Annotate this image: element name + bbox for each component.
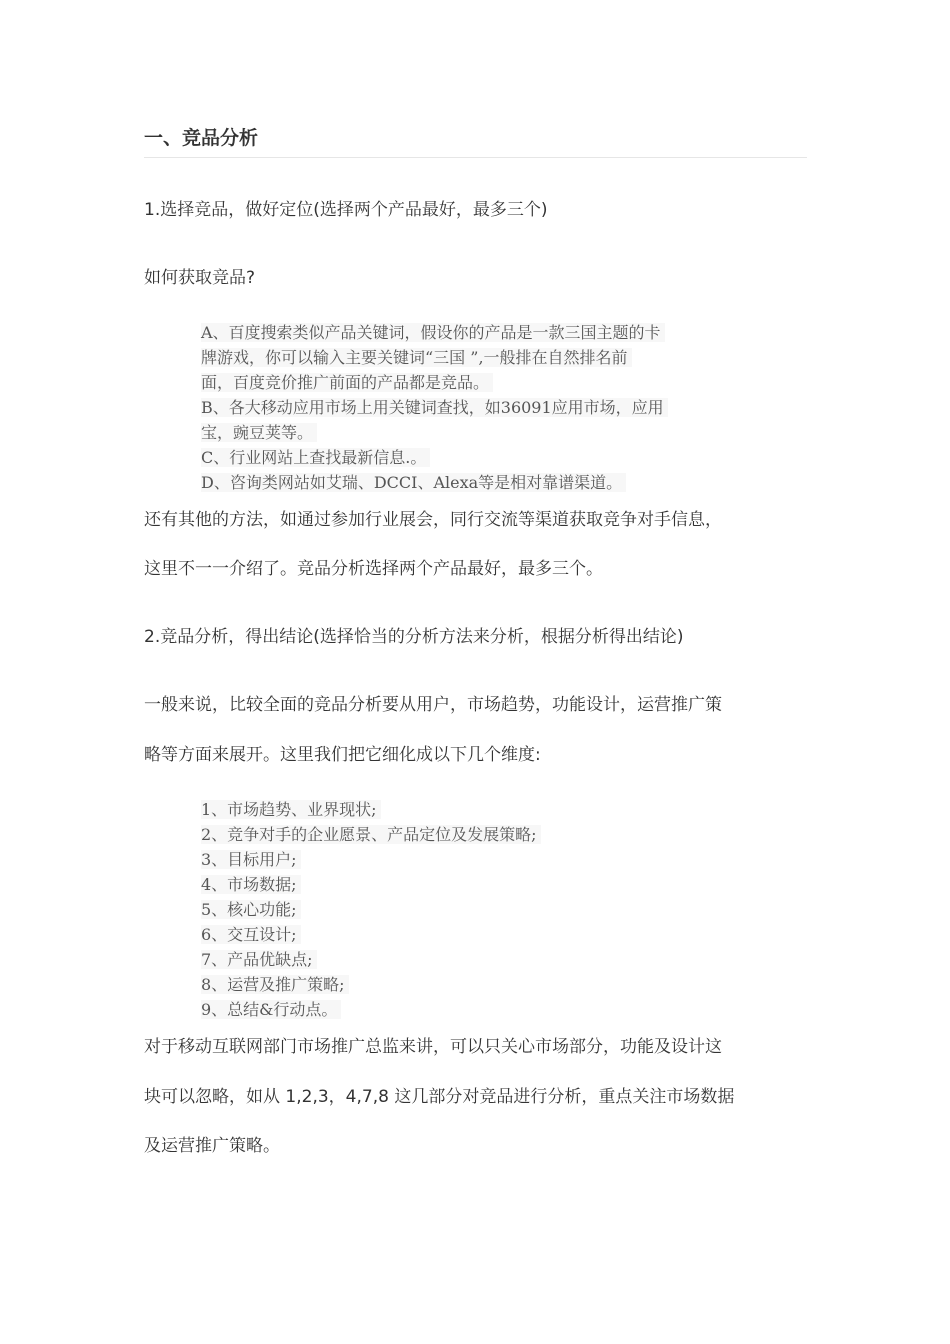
list-item: 7、产品优缺点; xyxy=(201,947,761,972)
list-item: 9、总结&行动点。 xyxy=(201,997,761,1022)
quote-line: C、行业网站上查找最新信息.。 xyxy=(201,445,761,470)
section1-title: 1.选择竞品，做好定位(选择两个产品最好，最多三个) xyxy=(144,200,548,220)
paragraph-line: 块可以忽略，如从 1,2,3，4,7,8 这几部分对竞品进行分析，重点关注市场数据 xyxy=(144,1087,735,1107)
paragraph-line: 对于移动互联网部门市场推广总监来讲，可以只关心市场部分，功能及设计这 xyxy=(144,1037,722,1057)
dimensions-quote-block xyxy=(201,797,761,1022)
paragraph-line: 及运营推广策略。 xyxy=(144,1136,280,1156)
section2-title: 2.竞品分析，得出结论(选择恰当的分析方法来分析，根据分析得出结论) xyxy=(144,627,684,647)
list-item: 6、交互设计; xyxy=(201,922,761,947)
sources-quote-block xyxy=(201,320,761,495)
paragraph-line: 一般来说，比较全面的竞品分析要从用户，市场趋势，功能设计，运营推广策 xyxy=(144,695,722,715)
question-line: 如何获取竞品? xyxy=(144,268,256,288)
quote-line: 宝，豌豆荚等。 xyxy=(201,420,761,445)
quote-line: A、百度搜索类似产品关键词，假设你的产品是一款三国主题的卡 xyxy=(201,320,761,345)
paragraph-line: 略等方面来展开。这里我们把它细化成以下几个维度: xyxy=(144,745,541,765)
paragraph-line: 这里不一一介绍了。竞品分析选择两个产品最好，最多三个。 xyxy=(144,559,603,579)
list-item: 8、运营及推广策略; xyxy=(201,972,761,997)
list-item: 5、核心功能; xyxy=(201,897,761,922)
quote-line: 牌游戏，你可以输入主要关键词“三国 ”,一般排在自然排名前 xyxy=(201,345,761,370)
section-heading: 一、竞品分析 xyxy=(144,122,807,158)
list-item: 3、目标用户; xyxy=(201,847,761,872)
quote-line: B、各大移动应用市场上用关键词查找，如36091应用市场，应用 xyxy=(201,395,761,420)
quote-line: D、咨询类网站如艾瑞、DCCI、Alexa等是相对靠谱渠道。 xyxy=(201,470,761,495)
paragraph-line: 还有其他的方法，如通过参加行业展会，同行交流等渠道获取竞争对手信息， xyxy=(144,510,722,530)
list-item: 2、竞争对手的企业愿景、产品定位及发展策略; xyxy=(201,822,761,847)
quote-line: 面，百度竞价推广前面的产品都是竞品。 xyxy=(201,370,761,395)
list-item: 4、市场数据; xyxy=(201,872,761,897)
list-item: 1、市场趋势、业界现状; xyxy=(201,797,761,822)
